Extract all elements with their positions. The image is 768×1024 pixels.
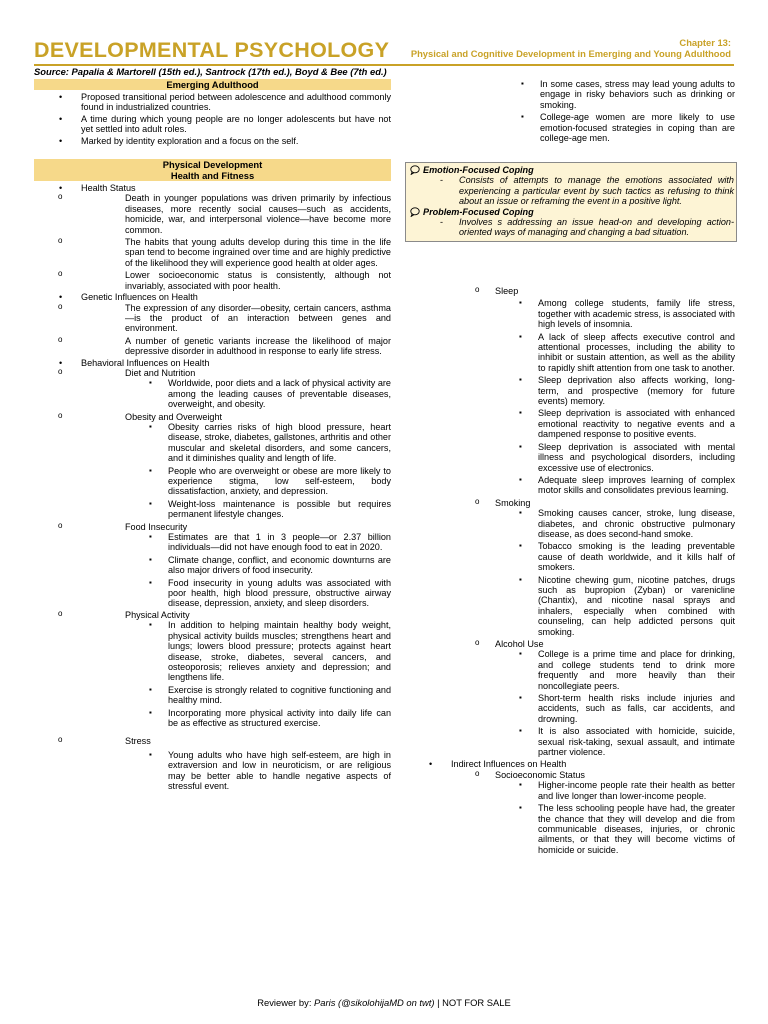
list-item: ▪ The less schooling people have had, the greater the chance that they will develop and die from communicable diseases, injuries, or chronic ailments, or that they will become victims of homicide or suicide. bbox=[493, 803, 735, 855]
list-item: o A number of genetic variants increase the likelihood of major depressive disorder in adulthood in response to early life stress. bbox=[34, 336, 391, 357]
list-item: ▪ Among college students, family life stress, together with academic stress, is associated with high levels of insomnia. bbox=[493, 298, 735, 329]
genetic-label: • Genetic Influences on Health bbox=[81, 292, 198, 303]
list-item: ▪ Weight-loss maintenance is possible but requires permanent lifestyle changes. bbox=[123, 499, 391, 520]
list-item: • A time during which young people are no longer adolescents but have not yet settled into adult roles. bbox=[34, 114, 391, 135]
sleep-label: o Sleep bbox=[495, 286, 519, 296]
list-item bbox=[451, 498, 735, 637]
emerging-heading: Emerging Adulthood bbox=[34, 79, 391, 90]
footer-suffix: | NOT FOR SALE bbox=[434, 997, 511, 1008]
speech-bubble-icon bbox=[410, 165, 420, 175]
list-item: ▪ Sleep deprivation also affects working, long-term, and prospective (memory for future events) memory. bbox=[493, 375, 735, 406]
stress-cont-list bbox=[495, 79, 735, 143]
list-item: ▪ Sleep deprivation is associated with enhanced emotional reactivity to negative events and a dampened response to positive events. bbox=[493, 408, 735, 439]
list-item: ▪ College is a prime time and place for drinking, and college students tend to drink more frequently and more heavily than their noncollegiate peers. bbox=[493, 649, 735, 691]
ses-items bbox=[493, 780, 735, 855]
problem-coping-heading bbox=[410, 207, 734, 217]
emerging-list bbox=[34, 92, 391, 146]
list-item bbox=[34, 183, 391, 291]
list-item: ▪ A lack of sleep affects executive control and attentional processes, including the ability to inhibit or sustain attention, as well as the ability to rapidly shift attention from one task to another. bbox=[493, 332, 735, 374]
health-status-list bbox=[34, 193, 391, 291]
diet-label: o Diet and Nutrition bbox=[125, 367, 196, 378]
coping-callout bbox=[405, 162, 737, 242]
list-item: ▪ Climate change, conflict, and economic downturns are also major drivers of food insecurity. bbox=[123, 555, 391, 576]
page-title: DEVELOPMENTAL PSYCHOLOGY bbox=[34, 38, 390, 62]
list-item bbox=[34, 368, 391, 410]
list-item bbox=[451, 770, 735, 855]
footer-author: Paris (@sikolohijaMD on twt) bbox=[314, 997, 435, 1008]
stress-label: o Stress bbox=[125, 736, 151, 747]
genetic-list bbox=[34, 303, 391, 357]
list-item bbox=[404, 759, 735, 855]
right-column bbox=[405, 286, 735, 855]
list-item: • Proposed transitional period between adolescence and adulthood commonly found in industrialized countries. bbox=[34, 92, 391, 113]
activity-list bbox=[123, 620, 391, 728]
list-item bbox=[34, 610, 391, 728]
physical-list bbox=[34, 183, 391, 791]
source-line bbox=[34, 66, 387, 77]
right-behavioral-list bbox=[451, 286, 735, 757]
source-text: Papalia & Martorell (15th ed.), Santrock (17th ed.), Boyd & Bee (7th ed.) bbox=[68, 66, 387, 77]
list-item: ▪ Incorporating more physical activity into daily life can be as effective as structured exercise. bbox=[123, 708, 391, 729]
footer-prefix: Reviewer by: bbox=[257, 997, 315, 1008]
list-item: • Marked by identity exploration and a focus on the self. bbox=[34, 136, 391, 146]
list-item bbox=[451, 286, 735, 496]
footer bbox=[0, 997, 768, 1008]
list-item: ▪ College-age women are more likely to use emotion-focused strategies in coping than are college-age men. bbox=[495, 112, 735, 143]
activity-label: o Physical Activity bbox=[125, 609, 190, 620]
list-item: ▪ Adequate sleep improves learning of complex motor skills and consolidates previous learning. bbox=[493, 475, 735, 496]
speech-bubble-icon bbox=[410, 207, 420, 217]
problem-coping-title: Problem-Focused Coping bbox=[423, 206, 534, 217]
alcohol-list bbox=[493, 649, 735, 757]
list-item: ▪ Nicotine chewing gum, nicotine patches, drugs such as bupropion (Zyban) or varenicline (Chantix), and nicotine nasal sprays and inhalers, especially when combined with counseling, can help addicted persons quit smoking. bbox=[493, 575, 735, 637]
list-item: o Lower socioeconomic status is consistently, although not invariably, associated with poor health. bbox=[34, 270, 391, 291]
list-item: ▪ Smoking causes cancer, stroke, lung disease, diabetes, and chronic obstructive pulmonary disease, as does second-hand smoke. bbox=[493, 508, 735, 539]
food-list bbox=[123, 532, 391, 609]
sleep-list bbox=[493, 298, 735, 495]
indirect-label: • Indirect Influences on Health bbox=[451, 759, 567, 770]
health-status-label: • Health Status bbox=[81, 183, 136, 194]
list-item: o The expression of any disorder—obesity, certain cancers, asthma—is the product of an interaction between genes and environment. bbox=[34, 303, 391, 334]
chapter-number: Chapter 13: bbox=[679, 37, 731, 48]
ses-list bbox=[451, 770, 735, 855]
list-item bbox=[34, 412, 391, 520]
problem-coping-text: - Involves s addressing an issue head-on and developing action-oriented ways of managing and changing a bad situation. bbox=[410, 217, 734, 238]
list-item bbox=[34, 358, 391, 792]
list-item: ▪ Higher-income people rate their health as better and live longer than lower-income people. bbox=[493, 780, 735, 801]
health-fitness-heading: Health and Fitness bbox=[34, 170, 391, 181]
list-item: o Death in younger populations was driven primarily by infectious diseases, more recently social causes—such as accidents, homicide, war, and interpersonal violence—have become more common. bbox=[34, 193, 391, 235]
list-item: ▪ In some cases, stress may lead young adults to engage in risky behaviors such as drinking or smoking. bbox=[495, 79, 735, 110]
ses-label: o Socioeconomic Status bbox=[495, 769, 585, 780]
list-item bbox=[34, 292, 391, 356]
list-item: ▪ People who are overweight or obese are more likely to experience stigma, low self-esteem, body dissatisfaction, anxiety, and depression. bbox=[123, 466, 391, 497]
list-item: ▪ Tobacco smoking is the leading preventable cause of death worldwide, and it kills half of smokers. bbox=[493, 541, 735, 572]
obesity-label: o Obesity and Overweight bbox=[125, 411, 223, 422]
emotion-coping-text: - Consists of attempts to manage the emotions associated with experiencing a particular event by such tactics as refusing to think about an issue or reframing the event in a positive light. bbox=[410, 175, 734, 206]
alcohol-label: o Alcohol Use bbox=[495, 639, 544, 649]
list-item: ▪ Young adults who have high self-esteem, are high in extraversion and low in neuroticism, or are religious may be better able to handle negative aspects of stressful event. bbox=[123, 750, 391, 792]
list-item: ▪ It is also associated with homicide, suicide, sexual risk-taking, sexual assault, and intimate partner violence. bbox=[493, 726, 735, 757]
physical-heading: Physical Development bbox=[34, 159, 391, 170]
list-item bbox=[34, 522, 391, 609]
behavioral-list bbox=[34, 368, 391, 791]
list-item bbox=[34, 736, 391, 791]
list-item: ▪ Obesity carries risks of high blood pressure, heart disease, stroke, diabetes, gallstones, arthritis and other muscular and skeletal disorders, and some cancers, and it diminishes quality and length of life. bbox=[123, 422, 391, 464]
list-item: ▪ Food insecurity in young adults was associated with poor health, high blood pressure, obstructive airway disease, depression, anxiety, and sleep disorders. bbox=[123, 578, 391, 609]
food-label: o Food Insecurity bbox=[125, 521, 188, 532]
smoking-list bbox=[493, 508, 735, 637]
behavioral-label: • Behavioral Influences on Health bbox=[81, 357, 210, 368]
list-item: ▪ Exercise is strongly related to cognitive functioning and healthy mind. bbox=[123, 685, 391, 706]
stress-list bbox=[123, 750, 391, 792]
obesity-list bbox=[123, 422, 391, 520]
list-item: ▪ Short-term health risks include injuries and accidents, such as falls, car accidents, and drowning. bbox=[493, 693, 735, 724]
chapter-info bbox=[411, 37, 731, 59]
list-item: ▪ Estimates are that 1 in 3 people—or 2.37 billion individuals—did not have enough food to eat in 2020. bbox=[123, 532, 391, 553]
list-item: ▪ Worldwide, poor diets and a lack of physical activity are among the leading causes of preventable diseases, overweight, and obesity. bbox=[123, 378, 391, 409]
diet-list bbox=[123, 378, 391, 409]
left-column bbox=[34, 79, 391, 791]
emotion-coping-title: Emotion-Focused Coping bbox=[423, 165, 534, 175]
emotion-coping-heading bbox=[410, 165, 734, 175]
indirect-list bbox=[404, 759, 735, 855]
source-label: Source: bbox=[34, 66, 69, 77]
stress-continued bbox=[405, 79, 735, 143]
list-item bbox=[451, 639, 735, 757]
list-item: o The habits that young adults develop during this time in the life span tend to become ingrained over time and are highly predictive of the likelihood they will experience good health at older ages. bbox=[34, 237, 391, 268]
smoking-label: o Smoking bbox=[495, 497, 531, 508]
list-item: ▪ Sleep deprivation is associated with mental illness and psychological disorders, including excessive use of electronics. bbox=[493, 442, 735, 473]
list-item: ▪ In addition to helping maintain healthy body weight, physical activity builds muscles; strengthens heart and lungs; lowers blood pressure; protects against heart disease, stroke, diabetes, several cancers, and osteoporosis; relieves anxiety and depression; and lengthens life. bbox=[123, 620, 391, 682]
chapter-subtitle: Physical and Cognitive Development in Emerging and Young Adulthood bbox=[410, 48, 731, 59]
